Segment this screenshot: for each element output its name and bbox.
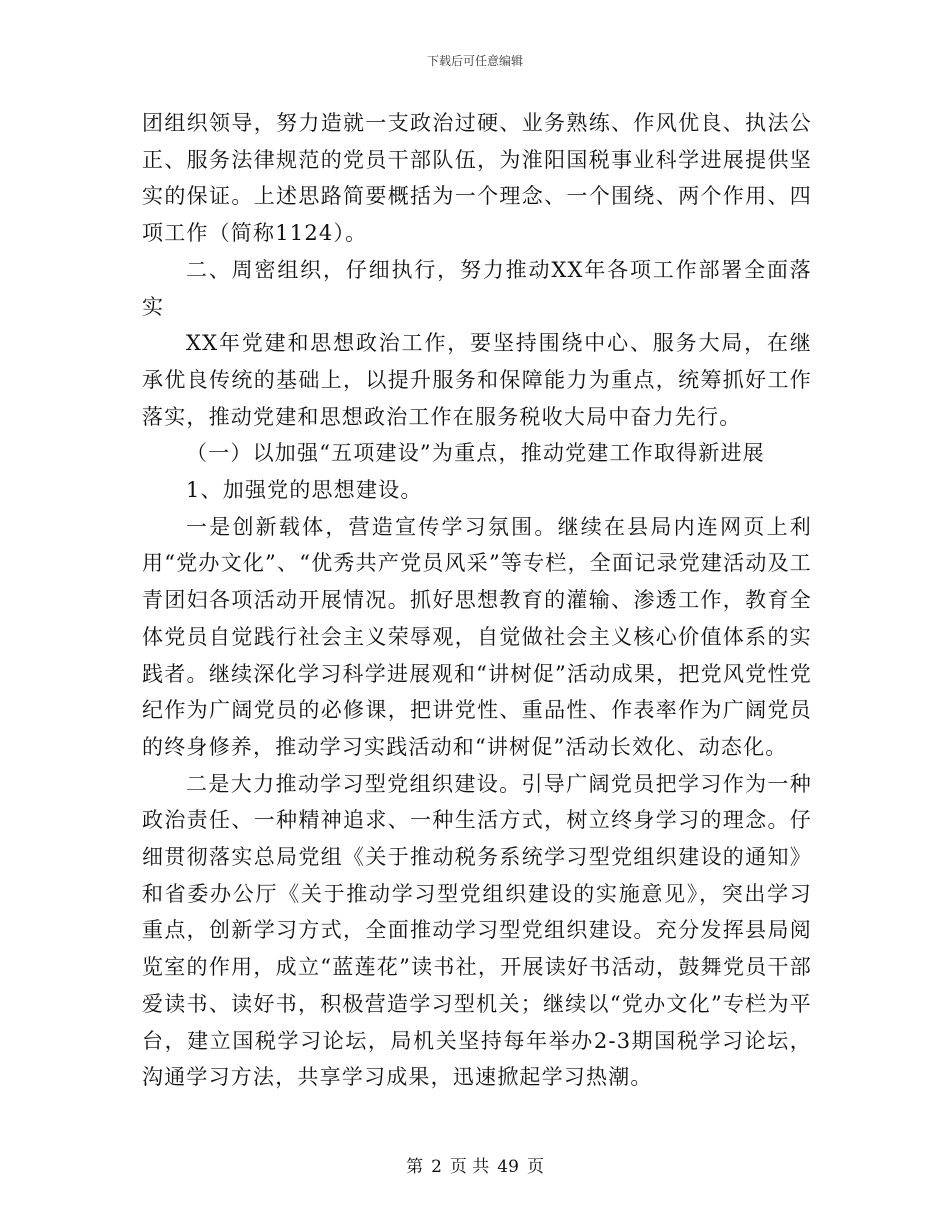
subsection-heading: （一）以加强“五项建设”为重点，推动党建工作取得新进展 bbox=[186, 441, 765, 466]
page-header: 下载后可任意编辑 bbox=[426, 54, 523, 68]
section-heading: 二、周密组织，仔细执行，努力推动XX年各项工作部署全面落实 bbox=[142, 257, 812, 319]
footer-middle: 页 共 bbox=[449, 1157, 490, 1177]
paragraph-continuation: 团组织领导，努力造就一支政治过硬、业务熟练、作风优良、执法公正、服务法律规范的党员干部队伍，为淮阳国税事业科学进展提供坚实的保证。上述思路简要概括为一个理念、一个围绕、两个作用、四项工作（简称1124）。 bbox=[142, 111, 812, 246]
total-pages: 49 bbox=[497, 1157, 519, 1177]
footer-suffix: 页 bbox=[526, 1157, 544, 1177]
paragraph: 二是大力推动学习型党组织建设。引导广阔党员把学习作为一种政治责任、一种精神追求、一种生活方式，树立终身学习的理念。仔细贯彻落实总局党组《关于推动税务系统学习型党组织建设的通知》和省委办公厅《关于推动学习型党组织建设的实施意见》，突出学习重点，创新学习方式，全面推动学习型党组织建设。充分发挥县局阅览室的作用，成立“蓝莲花”读书社，开展读好书活动，鼓舞党员干部爱读书、读好书，积极营造学习型机关；继续以“党办文化”专栏为平台，建立国税学习论坛，局机关坚持每年举办2-3期国税学习论坛，沟通学习方法，共享学习成果，迅速掀起学习热潮。 bbox=[142, 771, 812, 1090]
item-heading: 1、加强党的思想建设。 bbox=[186, 478, 423, 503]
footer-prefix: 第 bbox=[406, 1157, 424, 1177]
document-body bbox=[142, 105, 812, 1096]
page-footer bbox=[0, 1152, 950, 1177]
paragraph: 一是创新载体，营造宣传学习氛围。继续在县局内连网页上利用“党办文化”、“优秀共产党员风采”等专栏，全面记录党建活动及工青团妇各项活动开展情况。抓好思想教育的灌输、渗透工作，教育全体党员自觉践行社会主义荣辱观，自觉做社会主义核心价值体系的实践者。继续深化学习科学进展观和“讲树促”活动成果，把党风党性党纪作为广阔党员的必修课，把讲党性、重品性、作表率作为广阔党员的终身修养，推动学习实践活动和“讲树促”活动长效化、动态化。 bbox=[142, 514, 812, 759]
paragraph: XX年党建和思想政治工作，要坚持围绕中心、服务大局，在继承优良传统的基础上，以提升服务和保障能力为重点，统筹抓好工作落实，推动党建和思想政治工作在服务税收大局中奋力先行。 bbox=[142, 331, 812, 429]
page-number: 2 bbox=[431, 1157, 442, 1177]
